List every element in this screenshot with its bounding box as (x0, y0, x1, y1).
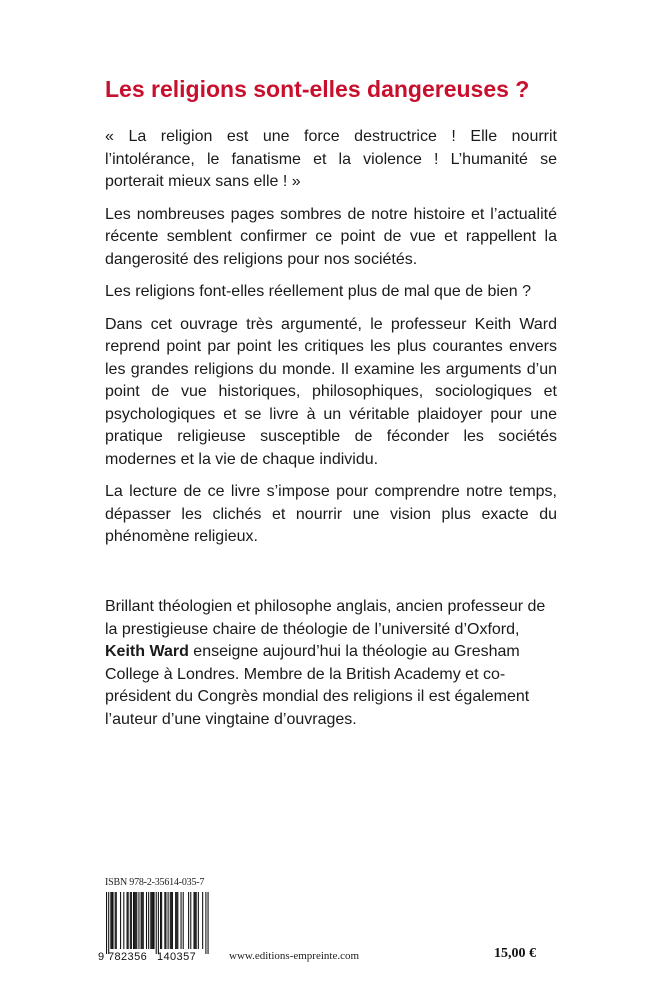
barcode-bar (156, 892, 157, 954)
blurb-paragraph: Dans cet ouvrage très argumenté, le professeur Keith Ward reprend point par point les critiques les plus courantes envers les grandes religions du monde. Il examine les arguments d’un point de vue historiques, philosophiques, sociologiques et psychologiques et se livre à un véritable plaidoyer pour une pratique religieuse susceptible de féconder les sociétés modernes et la vie de chaque individu. (105, 315, 557, 468)
barcode-bar (168, 892, 169, 949)
isbn-label: ISBN 978-2-35614-035-7 (105, 877, 205, 888)
barcode-bar (106, 892, 107, 954)
blurb-question: Les religions font-elles réellement plus de mal que de bien ? (105, 283, 532, 300)
bio-text-after: enseigne aujourd’hui la théologie au Gresham College à Londres. Membre de la British Academy et co-président du Congrès mondial des religions il est également l’auteur d’une vingtaine d’ouvrages. (105, 643, 530, 728)
barcode-bar (193, 892, 194, 949)
barcode-bar (120, 892, 121, 949)
barcode-first-digit: 9 (98, 951, 105, 962)
barcode-bar (172, 892, 173, 949)
barcode-bar (138, 892, 139, 949)
barcode-bar (205, 892, 206, 954)
barcode-bar (136, 892, 137, 949)
barcode-bar (141, 892, 142, 949)
barcode-bar (171, 892, 172, 949)
barcode-bar (160, 892, 161, 949)
blurb-quote: « La religion est une force destructrice ! Elle nourrit l’intolérance, le fanatisme et la violence ! L’humanité se porterait mieux sans elle ! » (105, 128, 557, 190)
barcode-bar (115, 892, 116, 949)
barcode-bar (195, 892, 196, 949)
barcode-bar (148, 892, 149, 949)
barcode-bar (134, 892, 135, 949)
barcode-graphic (95, 890, 215, 962)
author-bio (105, 596, 560, 731)
barcode-bar (142, 892, 143, 949)
price: 15,00 € (494, 946, 536, 961)
barcode-bar (116, 892, 117, 949)
publisher-website: www.editions-empreinte.com (229, 950, 360, 962)
barcode-left-digits: 782356 (108, 951, 148, 962)
barcode-bar (154, 892, 155, 949)
barcode-bar (150, 892, 151, 949)
barcode-bar (181, 892, 182, 949)
bio-text-before: Brillant théologien et philosophe anglais, ancien professeur de la prestigieuse chaire de théologie de l’université d’Oxford, (105, 598, 546, 638)
barcode-bar (152, 892, 153, 949)
barcode-bar (176, 892, 177, 949)
barcode-bar (190, 892, 191, 949)
barcode-bar (135, 892, 136, 949)
blurb-paragraph: Les nombreuses pages sombres de notre histoire et l’actualité récente semblent confirmer ce point de vue et rappellent la dangerosité des religions pour nos sociétés. (105, 205, 557, 268)
barcode-bar (170, 892, 171, 949)
author-bio-text (105, 596, 560, 731)
barcode-bar (158, 892, 159, 954)
barcode-bar (112, 892, 113, 949)
barcode-bar (130, 892, 131, 949)
barcode-bar (165, 892, 166, 949)
barcode-bar (164, 892, 165, 949)
barcode-bar (128, 892, 129, 949)
barcode-bar (151, 892, 152, 949)
author-name: Keith Ward (105, 643, 189, 660)
barcode-bar (127, 892, 128, 949)
barcode-bar (108, 892, 109, 954)
barcode-bar (177, 892, 178, 949)
barcode-bar (196, 892, 197, 949)
barcode-right-digits: 140357 (157, 951, 197, 962)
barcode-bar (131, 892, 132, 949)
blurb (105, 126, 557, 559)
barcode-bar (202, 892, 203, 949)
barcode-bar (161, 892, 162, 949)
barcode-bar (133, 892, 134, 949)
barcode (95, 890, 215, 962)
barcode-bar (146, 892, 147, 949)
barcode-bar (188, 892, 189, 949)
barcode-bar (198, 892, 199, 949)
barcode-bar (123, 892, 124, 949)
barcode-bar (111, 892, 112, 949)
back-cover-title: Les religions sont-elles dangereuses ? (105, 76, 530, 102)
blurb-paragraph: La lecture de ce livre s’impose pour comprendre notre temps, dépasser les clichés et nourrir une vision plus exacte du phénomène religieux. (105, 483, 557, 545)
barcode-bar (175, 892, 176, 949)
barcode-bar (183, 892, 184, 949)
barcode-bar (110, 892, 111, 949)
barcode-bar (143, 892, 144, 949)
barcode-bar (208, 892, 209, 954)
